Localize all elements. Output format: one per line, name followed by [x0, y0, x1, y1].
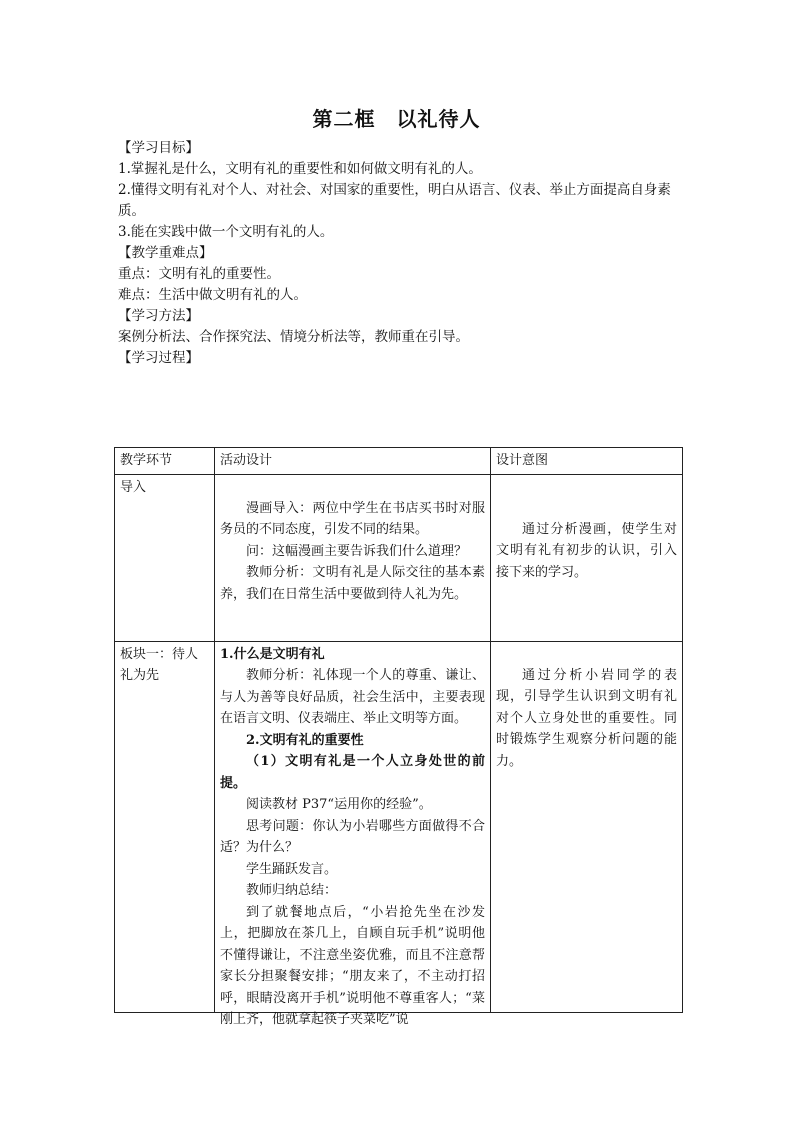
goal-item: 2.懂得文明有礼对个人、对社会、对国家的重要性，明白从语言、仪表、举止方面提高自身素质。	[118, 182, 671, 219]
table-header-row	[115, 448, 683, 475]
activity-cell	[215, 641, 491, 1027]
stage-cell: 导入	[115, 474, 215, 641]
header-purpose: 设计意图	[491, 448, 683, 475]
stage-cell: 板块一：待人礼为先	[115, 641, 215, 1012]
goal-item: 1.掌握礼是什么，文明有礼的重要性和如何做文明有礼的人。	[118, 161, 482, 177]
activity-text: 漫画导入：两位中学生在书店买书时对服务员的不同态度，引发不同的结果。	[220, 500, 485, 537]
activity-text: 教师分析：礼体现一个人的尊重、谦让、与人为善等良好品质，社会生活中，主要表现在语言文明、仪表端庄、举止文明等方面。	[220, 668, 485, 726]
lesson-intro	[118, 138, 678, 369]
header-stage: 教学环节	[115, 448, 215, 475]
activity-text: 教师归纳总结：	[246, 883, 338, 898]
table-row	[115, 641, 683, 1012]
process-heading: 【学习过程】	[118, 350, 199, 366]
activity-cell	[215, 474, 491, 641]
lesson-table	[114, 447, 683, 1027]
difficult-point: 难点：生活中做文明有礼的人。	[118, 287, 307, 303]
activity-text: 到了就餐地点后，“小岩抢先坐在沙发上，把脚放在茶几上，自顾自玩手机”说明他不懂得谦让，不注意坐姿优雅，而且不注意帮家长分担聚餐安排；“朋友来了，不主动打招呼，眼睛没离开手机”说明他不尊重客人；“菜刚上齐，他就拿起筷子夹菜吃”说	[220, 904, 485, 1027]
goal-item: 3.能在实践中做一个文明有礼的人。	[118, 224, 334, 240]
activity-text: 思考问题：你认为小岩哪些方面做得不合适？为什么？	[220, 818, 485, 855]
method-heading: 【学习方法】	[118, 308, 199, 324]
key-heading: 【教学重难点】	[118, 245, 213, 261]
activity-text: 学生踊跃发言。	[246, 861, 338, 877]
purpose-cell	[491, 641, 683, 1012]
purpose-text: 通过分析漫画，使学生对文明有礼有初步的认识，引入接下来的学习。	[496, 521, 677, 580]
method-text: 案例分析法、合作探究法、情境分析法等，教师重在引导。	[118, 329, 469, 345]
activity-text: 教师分析：文明有礼是人际交往的基本素养，我们在日常生活中要做到待人礼为先。	[220, 565, 485, 602]
section-heading: 1.什么是文明有礼	[220, 646, 325, 662]
table-row	[115, 474, 683, 641]
purpose-text: 通过分析小岩同学的表现，引导学生认识到文明有礼对个人立身处世的重要性。同时锻炼学生观察分析问题的能力。	[496, 667, 677, 769]
purpose-cell	[491, 474, 683, 641]
section-subheading: （1）文明有礼是一个人立身处世的前提。	[220, 754, 485, 791]
key-point: 重点：文明有礼的重要性。	[118, 266, 280, 282]
header-activity: 活动设计	[215, 448, 491, 475]
activity-text: 问：这幅漫画主要告诉我们什么道理？	[246, 543, 468, 559]
section-heading: 2.文明有礼的重要性	[246, 732, 364, 748]
page-title: 第二框 以礼待人	[312, 107, 481, 131]
goals-heading: 【学习目标】	[118, 140, 199, 156]
activity-text: 阅读教材 P37“运用你的经验”。	[246, 797, 432, 812]
